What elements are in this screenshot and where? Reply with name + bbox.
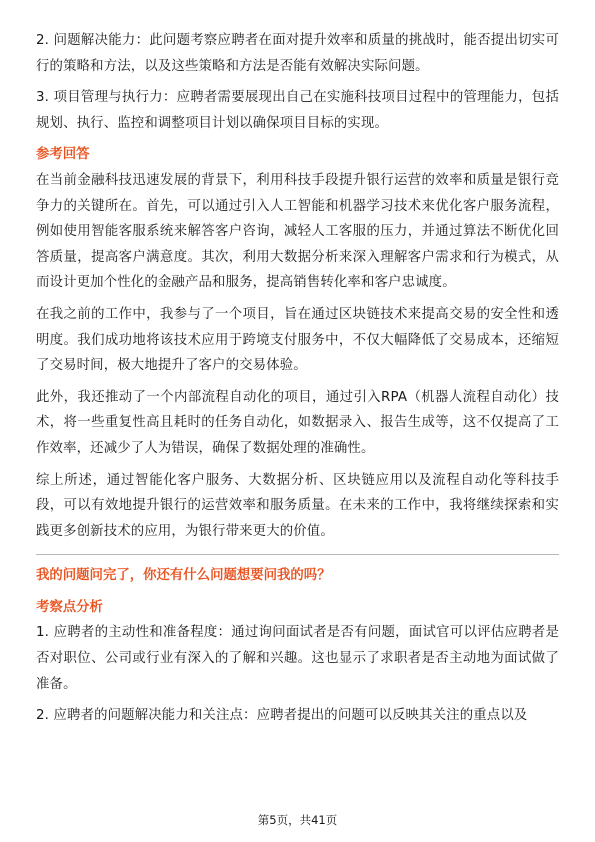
document-page [36,28,559,729]
evaluation-point-3: 3. 项目管理与执行力：应聘者需要展现出自己在实施科技项目过程中的管理能力，包括规划、执行、监控和调整项目计划以确保项目目标的实现。 [36,90,559,131]
evaluation-point-2: 2. 问题解决能力：此问题考察应聘者在面对提升效率和质量的挑战时，能否提出切实可行的策略和方法，以及这些策略和方法是否能有效解决实际问题。 [36,33,559,74]
analysis-heading: 考察点分析 [36,599,103,615]
section-divider [36,554,559,555]
reference-paragraph-1: 在当前金融科技迅速发展的背景下，利用科技手段提升银行运营的效率和质量是银行竞争力的关键所在。首先，可以通过引入人工智能和机器学习技术来优化客户服务流程，例如使用智能客服系统来解答客户咨询，减轻人工客服的压力，并通过算法不断优化回答质量，提高客户满意度。其次，利用大数据分析来深入理解客户需求和行为模式，从而设计更加个性化的金融产品和服务，提高销售转化率和客户忠诚度。 [36,172,559,291]
reference-paragraph-4: 综上所述，通过智能化客户服务、大数据分析、区块链应用以及流程自动化等科技手段，可以有效地提升银行的运营效率和服务质量。在未来的工作中，我将继续探索和实践更多创新技术的应用，为银行带来更大的价值。 [36,472,559,539]
analysis-point-2: 2. 应聘者的问题解决能力和关注点：应聘者提出的问题可以反映其关注的重点以及 [36,708,528,724]
question-heading: 我的问题问完了，你还有什么问题想要问我的吗？ [36,568,331,584]
reference-answer-heading: 参考回答 [36,147,90,163]
page-number-footer: 第5页，共41页 [257,813,338,827]
analysis-point-1: 1. 应聘者的主动性和准备程度：通过询问面试者是否有问题，面试官可以评估应聘者是否对职位、公司或行业有深入的了解和兴趣。这也显示了求职者是否主动地为面试做了准备。 [36,625,559,692]
reference-paragraph-2: 在我之前的工作中，我参与了一个项目，旨在通过区块链技术来提高交易的安全性和透明度。我们成功地将该技术应用于跨境支付服务中，不仅大幅降低了交易成本，还缩短了交易时间，极大地提升了客户的交易体验。 [36,306,559,374]
reference-paragraph-3: 此外，我还推动了一个内部流程自动化的项目，通过引入RPA（机器人流程自动化）技术，将一些重复性高且耗时的任务自动化，如数据录入、报告生成等，这不仅提高了工作效率，还减少了人为错误，确保了数据处理的准确性。 [36,389,559,456]
